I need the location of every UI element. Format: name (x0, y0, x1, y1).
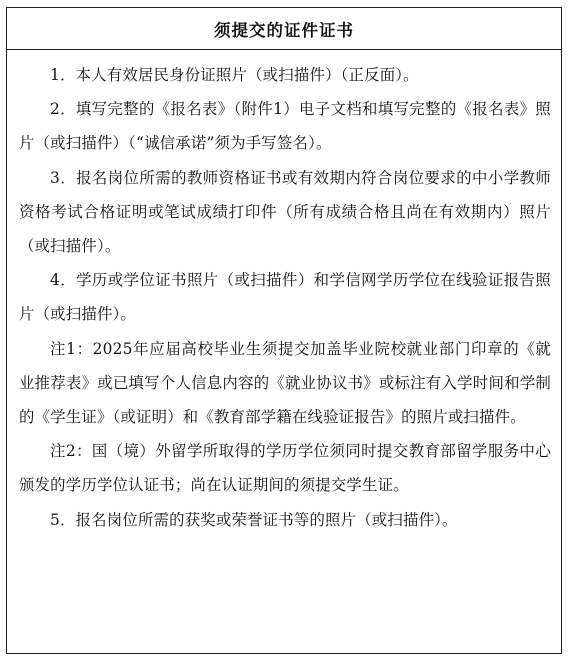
requirement-item-3: 3．报名岗位所需的教师资格证书或有效期内符合岗位要求的中小学教师资格考试合格证明或笔试成绩打印件（所有成绩合格且尚在有效期内）照片（或扫描件）。 (19, 168, 551, 256)
requirement-item-5: 5．报名岗位所需的获奖或荣誉证书等的照片（或扫描件）。 (50, 510, 458, 529)
requirement-item-2: 2．填写完整的《报名表》（附件1）电子文档和填写完整的《报名表》照片（或扫描件）（“诚信承诺”须为手写签名）。 (19, 100, 551, 153)
note-2: 注2：国（境）外留学所取得的学历学位须同时提交教育部留学服务中心颁发的学历学位认证书；尚在认证期间的须提交学生证。 (19, 442, 551, 495)
requirements-table (6, 7, 562, 654)
requirement-item-1: 1．本人有效居民身份证照片（或扫描件）（正反面）。 (50, 66, 419, 84)
table-body (7, 50, 561, 537)
note-1: 注1：2025年应届高校毕业生须提交加盖毕业院校就业部门印章的《就业推荐表》或已填写个人信息内容的《就业协议书》或标注有入学时间和学制的《学生证》（或证明）和《教育部学籍在线验证报告》的照片或扫描件。 (19, 339, 551, 427)
table-title: 须提交的证件证书 (7, 8, 561, 50)
requirement-item-4: 4．学历或学位证书照片（或扫描件）和学信网学历学位在线验证报告照片（或扫描件）。 (19, 271, 551, 324)
